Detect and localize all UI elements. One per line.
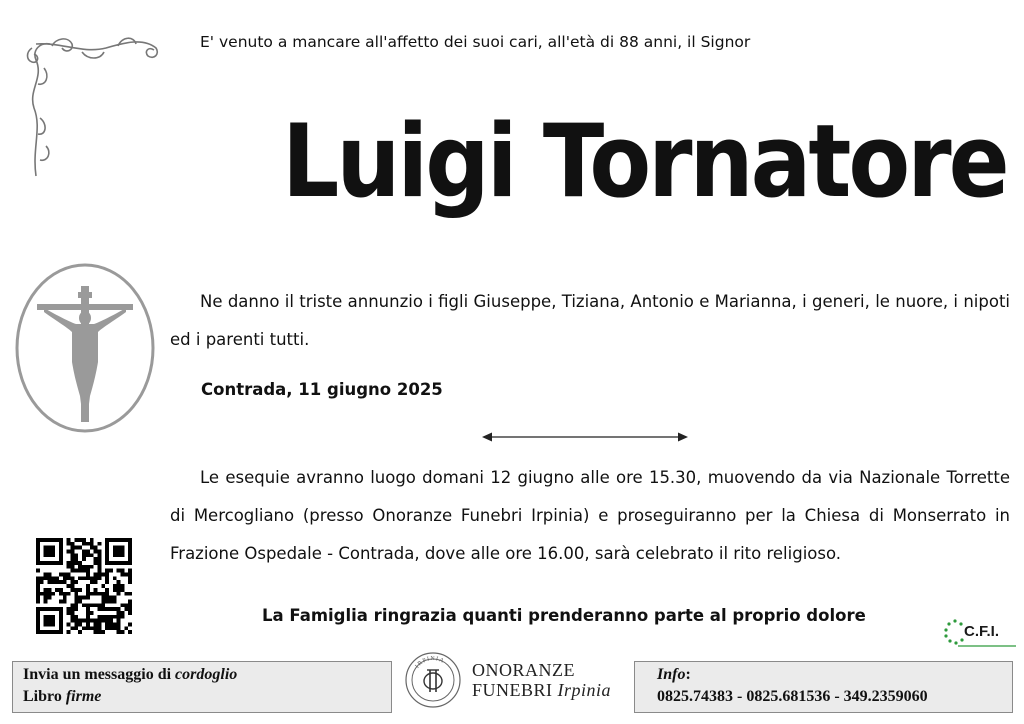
funeral-home-logo-icon: [403, 648, 463, 708]
double-arrow-divider-icon: [482, 430, 688, 444]
info-label: Info:: [657, 666, 691, 683]
crucifix-icon: [14, 262, 156, 434]
svg-text:IRPINIA: [415, 656, 446, 670]
cfi-badge-icon: [940, 616, 1018, 650]
floral-corner-icon: [22, 28, 162, 178]
phone-numbers[interactable]: 0825.74383 - 0825.681536 - 349.2359060: [657, 688, 928, 705]
logo-ring-text: IRPINIA: [414, 655, 446, 670]
condolence-link[interactable]: Invia un messaggio di cordoglio: [23, 666, 238, 683]
cfi-badge-text: C.F.I.: [964, 623, 1000, 640]
place-date: Contrada, 11 giugno 2025: [201, 380, 443, 399]
condolence-box[interactable]: [12, 661, 392, 713]
qr-code-icon[interactable]: [36, 538, 132, 634]
funeral-home-name: ONORANZE FUNEBRI Irpinia: [472, 660, 612, 700]
info-box: [634, 661, 1013, 713]
intro-text: E' venuto a mancare all'affetto dei suoi cari, all'età di 88 anni, il Signor: [200, 33, 751, 51]
funeral-details-text: Le esequie avranno luogo domani 12 giugno alle ore 15.30, muovendo da via Nazionale Torrette di Mercogliano (presso Onoranze Funebri Irpinia) e proseguiranno per la Chiesa di Monserrato in Frazione Ospedale - Contrada, dove alle ore 16.00, sarà celebrato il rito religioso.: [170, 468, 1010, 563]
deceased-name: Luigi Tornatore: [282, 103, 1007, 221]
family-thanks: La Famiglia ringrazia quanti prenderanno parte al proprio dolore: [262, 606, 866, 625]
announcement-text: Ne danno il triste annunzio i figli Giuseppe, Tiziana, Antonio e Marianna, i generi, le nuore, i nipoti ed i parenti tutti.: [170, 292, 1010, 349]
guestbook-link[interactable]: Libro firme: [23, 688, 102, 705]
